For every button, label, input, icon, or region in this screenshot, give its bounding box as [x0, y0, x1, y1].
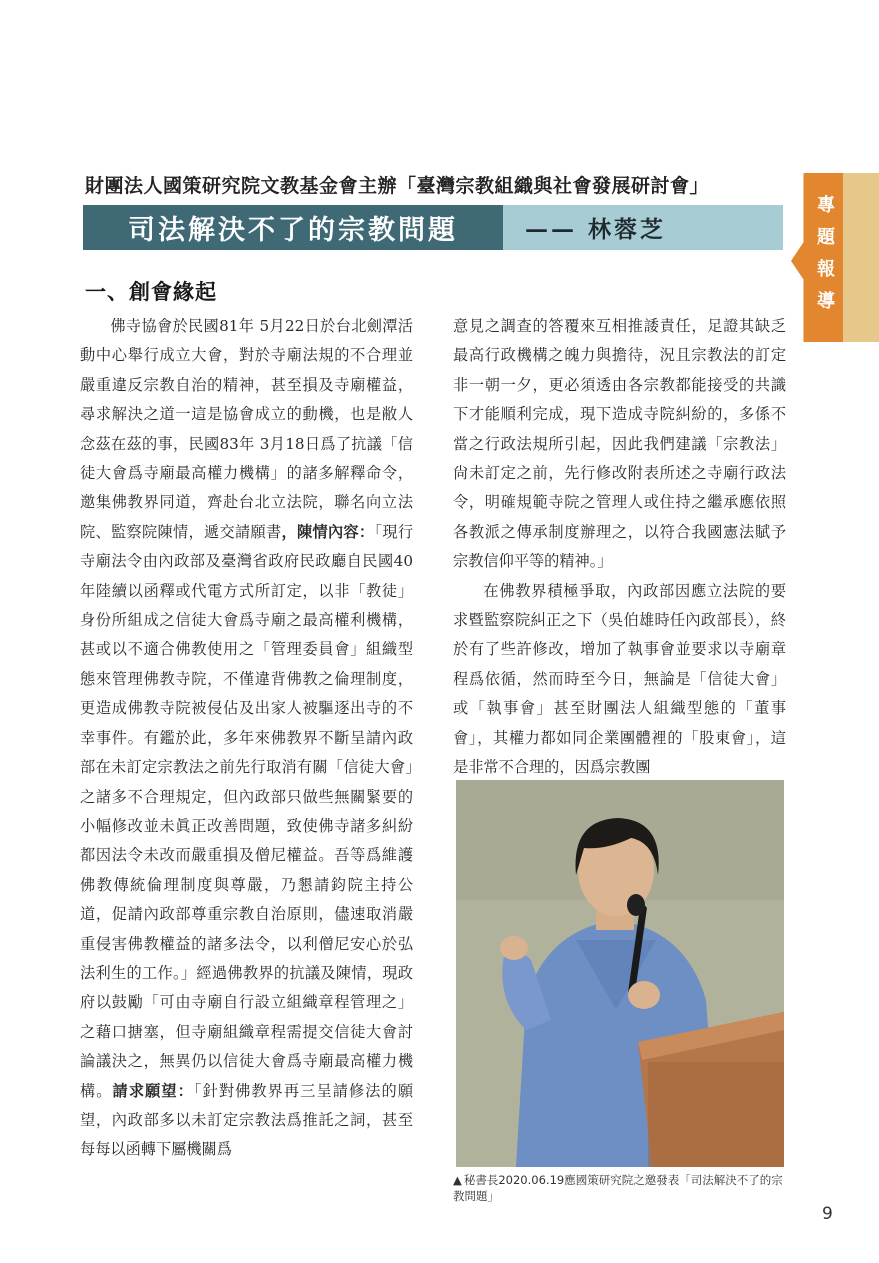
section-side-tab	[791, 173, 879, 342]
article-paragraph	[80, 312, 413, 1165]
speaker-photo	[456, 780, 784, 1167]
side-tab-char: 導	[817, 291, 835, 312]
article-paragraph-continued: 意見之調查的答覆來互相推諉責任，足證其缺乏最高行政機構之魄力與擔待，況且宗教法的訂定非一朝一夕，更必須透由各宗教都能接受的共識下才能順利完成，現下造成寺院糾紛的，多係不當之行政法規所引起，因此我們建議「宗教法」尙未訂定之前，先行修改附表所述之寺廟行政法令，明確規範寺院之管理人或住持之繼承應依照各教派之傳承制度辦理之，以符合我國憲法賦予宗教信仰平等的精神。」	[453, 317, 786, 571]
page-number: 9	[822, 1204, 833, 1224]
bold-label-request: 請求願望：	[112, 1081, 194, 1100]
photo-caption	[453, 1172, 787, 1204]
event-heading: 財團法人國策研究院文教基金會主辦「臺灣宗教組織與社會發展研討會」	[85, 175, 710, 197]
article-paragraph: 在佛教界積極爭取，內政部因應立法院的要求暨監察院糾正之下（吳伯雄時任內政部長），終於有了些許修改，增加了執事會並要求以寺廟章程爲依循，然而時至今日，無論是「信徒大會」或「執事會」甚至財團法人組織型態的「董事會」，其權力都如同企業團體裡的「股東會」，這是非常不合理的，因爲宗教團	[453, 581, 786, 777]
side-tab-char: 報	[817, 259, 835, 280]
caption-text: 秘書長2020.06.19應國策研究院之邀發表「司法解決不了的宗教問題」	[453, 1173, 783, 1203]
side-tab-stripe	[843, 173, 879, 342]
bold-label-petition: ，陳情內容：	[281, 522, 375, 541]
paragraph-text: 「現行寺廟法令由內政部及臺灣省政府民政廳自民國40年陸續以函釋或代電方式所訂定，以非「教徒」身份所組成之信徒大會爲寺廟之最高權利機構，甚或以不適合佛教使用之「管理委員會」組織型態來管理佛教寺院，不僅違背佛教之倫理制度，更造成佛教寺院被侵佔及出家人被驅逐出寺的不幸事件。有鑑於此，多年來佛教界不斷呈請內政部在未訂定宗教法之前先行取消有關「信徒大會」之諸多不合理規定，但內政部只做些無關緊要的小幅修改並未眞正改善問題，致使佛寺諸多糾紛都因法令未改而嚴重損及僧尼權益。吾等爲維護佛教傳統倫理制度與尊嚴，乃懇請鈞院主持公道，促請內政部尊重宗教自治原則，儘速取消嚴重侵害佛教權益的諸多法令，以利僧尼安心於弘法利生的工作。」經過佛教界的抗議及陳情，現政府以鼓勵「可由寺廟自行設立組織章程管理之」之藉口搪塞，但寺廟組織章程需提交信徒大會討論議決之，無異仍以信徒大會爲寺廟最高權力機構。	[80, 522, 414, 1100]
section-heading: 一、創會緣起	[85, 280, 217, 304]
paragraph-text-split: 「針對佛教界再三呈請修法的願望，內政部多以未訂定宗教法爲推託之詞，甚至每每以函轉下屬機關爲	[80, 1081, 414, 1159]
paragraph-text: 佛寺協會於民國81年 5月22日於台北劍潭活動中心舉行成立大會，對於寺廟法規的不合理並嚴重違反宗教自治的精神，甚至損及寺廟權益，尋求解決之道一這是協會成立的動機，也是敝人念茲在茲的事，民國83年 3月18日爲了抗議「信徒大會爲寺廟最高權力機構」的諸多解釋命令，邀集佛教界同道，齊赴台北立法院，聯名向立法院、監察院陳情，遞交請願書	[80, 317, 413, 541]
title-banner	[83, 205, 783, 250]
side-tab-char: 專	[817, 195, 835, 216]
article-column-right	[453, 312, 786, 783]
article-column-left	[80, 312, 413, 1165]
side-tab-label	[809, 195, 843, 312]
caption-triangle-icon: ▲	[453, 1173, 462, 1187]
article-title: 司法解決不了的宗教問題	[128, 215, 458, 246]
author-name: —— 林蓉芝	[525, 216, 667, 243]
title-banner-author	[503, 205, 783, 250]
speaker-illustration	[456, 780, 784, 1167]
side-tab-char: 題	[817, 227, 835, 248]
title-banner-main	[83, 205, 503, 250]
